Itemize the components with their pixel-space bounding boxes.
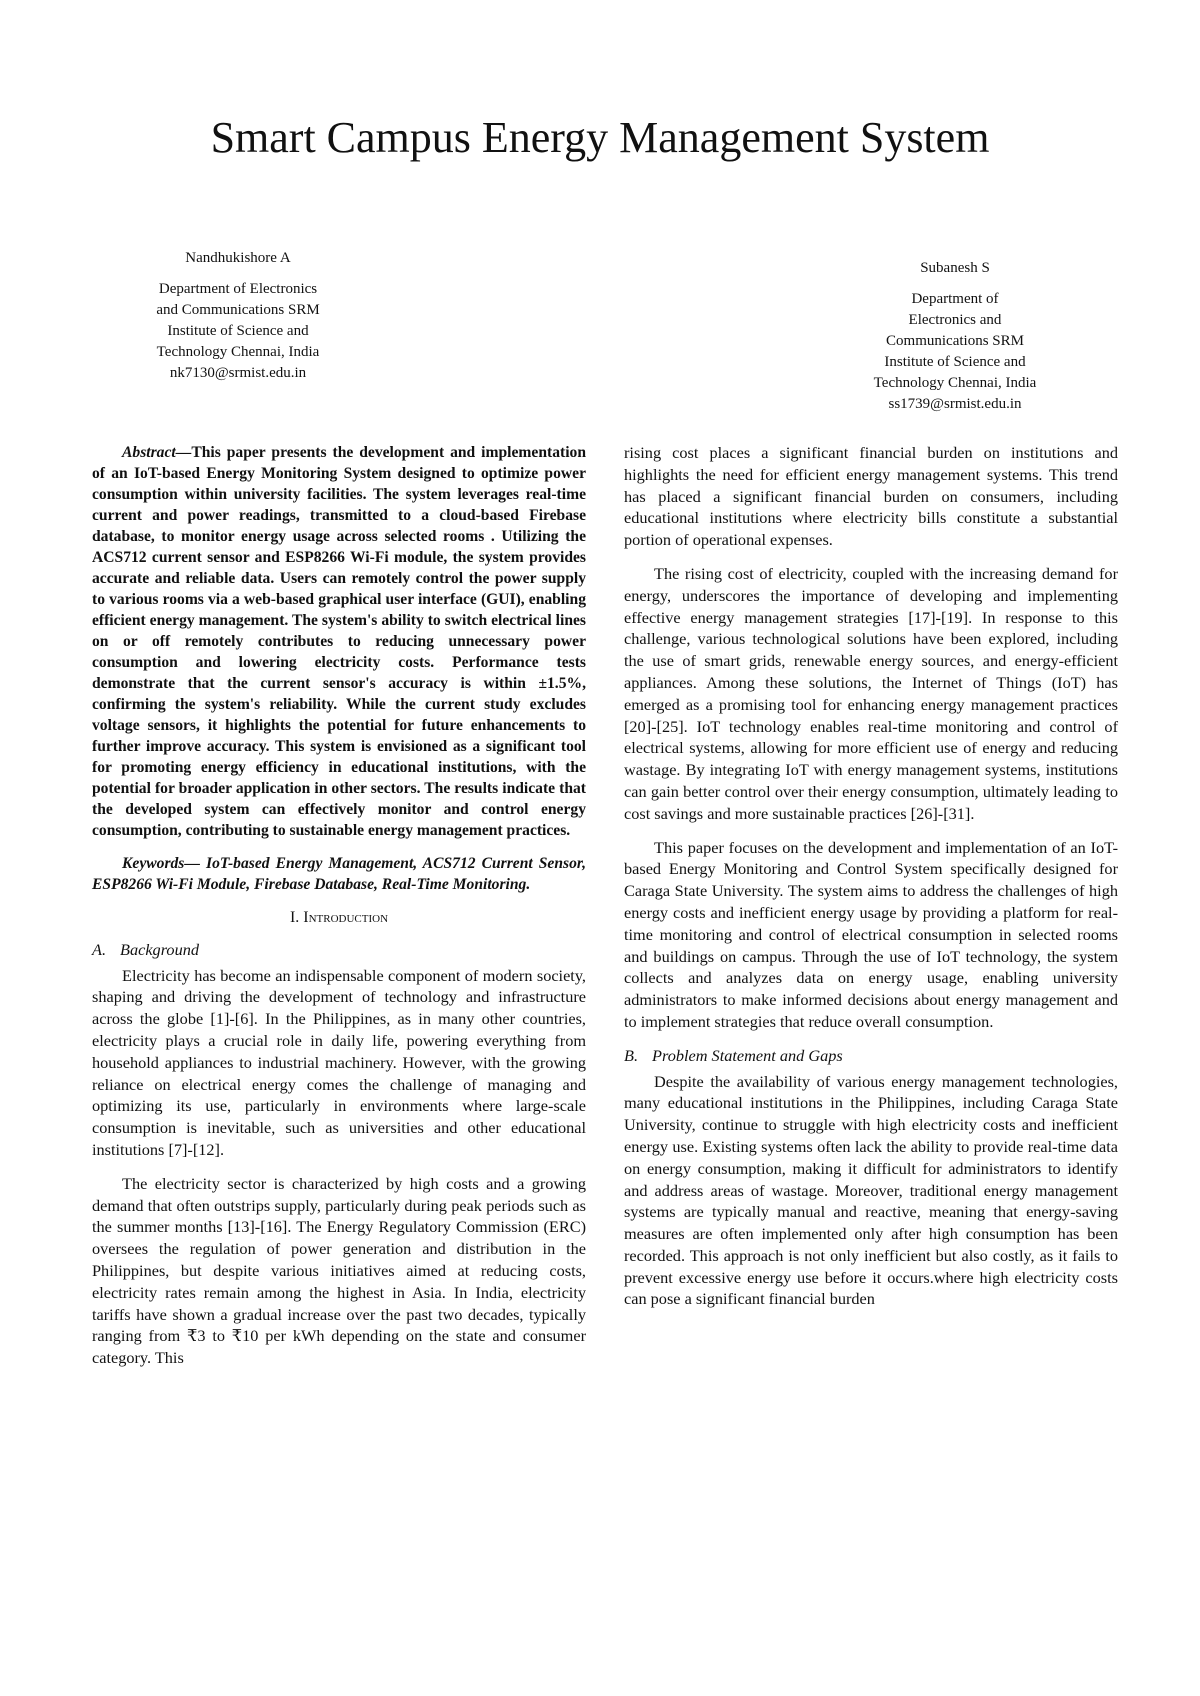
author-email: nk7130@srmist.edu.in [169, 365, 307, 381]
body-paragraph: The rising cost of electricity, coupled with the increasing demand for energy, underscores the importance of developing and implementing effective energy management strategies [17]-[19]. In response to this challenge, various technological solutions have been explored, including the use of smart grids, renewable energy sources, and energy-efficient appliances. Among these solutions, the Internet of Things (IoT) has emerged as a promising tool for enhancing energy management practices [20]-[25]. IoT technology enables real-time monitoring and control of electrical systems, allowing for more efficient use of energy and reducing wastage. By integrating IoT with energy management systems, institutions can gain better control over their energy consumption, ultimately leading to cost savings and more sustainable practices [26]-[31]. [624, 563, 1118, 823]
body-paragraph: This paper focuses on the development and implementation of an IoT-based Energy Monitoring and Control System specifically designed for Caraga State University. The system aims to address the challenges of high energy costs and inefficient energy usage by providing a platform for real-time monitoring and control of electrical consumption in selected rooms and buildings on campus. Through the use of IoT technology, the system collects and analyzes data on energy usage, enabling university administrators to make informed decisions about energy management and to implement strategies that reduce overall consumption. [624, 837, 1118, 1031]
affiliation-line: Institute of Science and [167, 323, 309, 339]
subsection-heading-background [92, 939, 586, 961]
subsection-title: Background [120, 939, 199, 959]
affiliation-line: Electronics and [908, 312, 1002, 328]
affiliation-line: Technology Chennai, India [156, 344, 320, 360]
section-title: Introduction [303, 909, 389, 926]
abstract-text: This paper presents the development and implementation of an IoT-based Energy Monitoring System designed to optimize power consumption within university facilities. The system leverages real-time current and power readings, transmitted to a cloud-based Firebase database, to monitor energy usage across selected rooms . Utilizing the ACS712 current sensor and ESP8266 Wi-Fi module, the system provides accurate and reliable data. Users can remotely control the power supply to various rooms via a web-based graphical user interface (GUI), enabling efficient energy management. The system's ability to switch electrical lines on or off remotely contributes to reducing unnecessary power consumption and lowering electricity costs. Performance tests demonstrate that the current sensor's accuracy is within ±1.5%, confirming the system's reliability. While the current study excludes voltage sensors, it highlights the potential for future enhancements to further improve accuracy. This system is envisioned as a significant tool for promoting energy efficiency in educational institutions, with the potential for broader application in other sectors. The results indicate that the developed system can effectively monitor and control energy consumption, contributing to sustainable energy management practices. [92, 444, 586, 839]
author-block-1 [128, 248, 348, 384]
subsection-letter: A. [92, 939, 107, 959]
right-column [624, 442, 1118, 1322]
subsection-heading-problem-statement [624, 1045, 1118, 1067]
section-number: I. [289, 909, 300, 926]
author-email: ss1739@srmist.edu.in [888, 396, 1022, 412]
author-name: Nandhukishore A [185, 250, 291, 266]
author-affiliation [128, 279, 348, 363]
abstract-lead: Abstract— [122, 444, 192, 461]
section-heading-introduction [92, 907, 586, 929]
paper-title: Smart Campus Energy Management System [210, 113, 990, 162]
author-affiliation [845, 289, 1065, 394]
affiliation-line: Technology Chennai, India [873, 375, 1037, 391]
affiliation-line: Department of [911, 291, 999, 307]
body-paragraph: rising cost places a significant financial burden on institutions and highlights the need for efficient energy management systems. This trend has placed a significant financial burden on consumers, including educational institutions where electricity bills constitute a substantial portion of operational expenses. [624, 443, 1118, 550]
body-paragraph: Despite the availability of various energy management technologies, many educational institutions in the Philippines, including Caraga State University, continue to struggle with high electricity costs and inefficient energy use. Existing systems often lack the ability to provide real-time data on energy consumption, making it difficult for administrators to identify and address areas of wastage. Moreover, traditional energy management systems are typically manual and reactive, meaning that energy-saving measures are often implemented only after high consumption has been recorded. This approach is not only inefficient but also costly, as it fails to prevent excessive energy use before it occurs.where high electricity costs can pose a significant financial burden [624, 1071, 1118, 1309]
affiliation-line: Department of Electronics [158, 281, 318, 297]
left-column [92, 442, 586, 1381]
author-block-2 [845, 258, 1065, 415]
affiliation-line: Institute of Science and [884, 354, 1026, 370]
affiliation-line: and Communications SRM [156, 302, 320, 318]
author-name: Subanesh S [920, 260, 990, 276]
abstract [92, 442, 586, 841]
affiliation-line: Communications SRM [886, 333, 1024, 349]
keywords [92, 853, 586, 895]
subsection-letter: B. [624, 1045, 639, 1065]
subsection-title: Problem Statement and Gaps [652, 1045, 843, 1065]
keywords-text: IoT-based Energy Management, ACS712 Current Sensor, ESP8266 Wi-Fi Module, Firebase Database, Real-Time Monitoring. [92, 855, 586, 893]
body-paragraph: The electricity sector is characterized by high costs and a growing demand that often outstrips supply, particularly during peak periods such as the summer months [13]-[16]. The Energy Regulatory Commission (ERC) oversees the regulation of power generation and distribution in the Philippines, but despite various initiatives aimed at reducing costs, electricity rates remain among the highest in Asia. In India, electricity tariffs have shown a gradual increase over the past two decades, typically ranging from ₹3 to ₹10 per kWh depending on the state and consumer category. This [92, 1173, 586, 1368]
keywords-lead: Keywords— [122, 855, 200, 872]
body-paragraph: Electricity has become an indispensable component of modern society, shaping and driving the development of technology and infrastructure across the globe [1]-[6]. In the Philippines, as in many other countries, electricity plays a crucial role in daily life, powering everything from household appliances to industrial machinery. However, with the growing reliance on electrical energy comes the challenge of managing and optimizing its use, particularly in environments where large-scale consumption is inevitable, such as universities and other educational institutions [7]-[12]. [92, 965, 586, 1159]
